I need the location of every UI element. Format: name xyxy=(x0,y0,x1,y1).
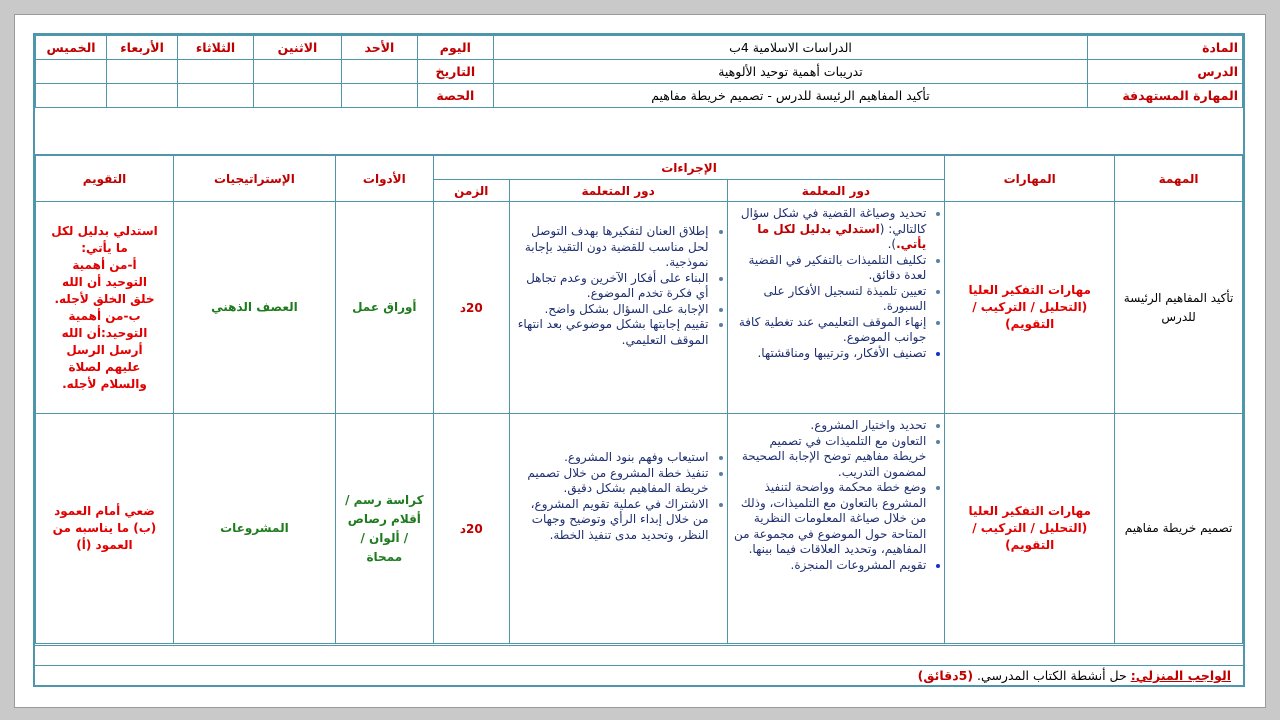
date-label: التاريخ xyxy=(417,60,493,84)
table-row xyxy=(36,414,1243,644)
list-item: • تقييم إجابتها بشكل موضوعي بعد انتهاء الموقف التعليمي. xyxy=(516,317,709,348)
time-cell: 20د xyxy=(433,202,509,414)
student-role-cell xyxy=(509,202,727,414)
list-item: • تحديد واختيار المشروع. xyxy=(734,418,927,434)
header-evaluation: التقويم xyxy=(36,156,174,202)
table-row xyxy=(36,202,1243,414)
header-task: المهمة xyxy=(1115,156,1243,202)
homework-label: الواجب المنزلي: xyxy=(1130,668,1231,683)
list-item: • إطلاق العنان لتفكيرها بهدف التوصل لحل مناسب للقضية دون التقيد بإجابة نموذجية. xyxy=(516,224,709,271)
spacer-row xyxy=(35,645,1243,665)
tools-cell: أوراق عمل xyxy=(335,202,433,414)
header-teacher-role: دور المعلمة xyxy=(727,180,945,202)
list-item: • البناء على أفكار الآخرين وعدم تجاهل أي فكرة تخدم الموضوع. xyxy=(516,271,709,302)
tools-cell: كراسة رسم / أقلام رصاص / ألوان / ممحاة xyxy=(335,414,433,644)
header-procedures: الإجراءات xyxy=(433,156,945,180)
lesson-value: تدريبات أهمية توحيد الألوهية xyxy=(493,60,1087,84)
period-cell xyxy=(341,84,417,108)
header-strategies: الإستراتيجيات xyxy=(173,156,335,202)
header-skills: المهارات xyxy=(945,156,1115,202)
period-label: الحصة xyxy=(417,84,493,108)
evaluation-cell: ضعي أمام العمود (ب) ما يناسبه من العمود (أ) xyxy=(36,414,174,644)
homework-time: (5دقائق) xyxy=(917,668,974,683)
teacher-role-cell xyxy=(727,202,945,414)
header-table xyxy=(35,35,1243,108)
date-cell xyxy=(341,60,417,84)
skills-cell: مهارات التفكير العليا (التحليل / التركيب / التقويم) xyxy=(945,202,1115,414)
page-frame xyxy=(14,14,1266,708)
highlight-text: استدلي بدليل لكل ما يأتي. xyxy=(757,221,927,251)
procedures-table xyxy=(35,155,1243,644)
day-sunday: الأحد xyxy=(341,36,417,60)
teacher-role-cell xyxy=(727,414,945,644)
homework-row xyxy=(35,665,1243,687)
day-wednesday: الأربعاء xyxy=(107,36,178,60)
header-student-role: دور المتعلمة xyxy=(509,180,727,202)
period-cell xyxy=(178,84,254,108)
date-cell xyxy=(107,60,178,84)
list-item: • استيعاب وفهم بنود المشروع. xyxy=(516,450,709,466)
homework-text: حل أنشطة الكتاب المدرسي. xyxy=(977,668,1127,683)
list-item: • تقويم المشروعات المنجزة. xyxy=(734,558,927,574)
list-item: • إنهاء الموقف التعليمي عند تغطية كافة جوانب الموضوع. xyxy=(734,315,927,346)
skills-cell: مهارات التفكير العليا (التحليل / التركيب / التقويم) xyxy=(945,414,1115,644)
list-item: • الاشتراك في عملية تقويم المشروع، من خلال إبداء الرأي وتوضيح وجهات النظر، وتحديد مدى تنفيذ الخطة. xyxy=(516,497,709,544)
list-item: • تكليف التلميذات بالتفكير في القضية لعدة دقائق. xyxy=(734,253,927,284)
lesson-plan-page xyxy=(33,33,1245,687)
day-tuesday: الثلاثاء xyxy=(178,36,254,60)
date-cell xyxy=(178,60,254,84)
subject-value: الدراسات الاسلامية 4ب xyxy=(493,36,1087,60)
list-item: • تحديد وصياغة القضية في شكل سؤال كالتالي: (استدلي بدليل لكل ما يأتي.). xyxy=(734,206,927,253)
period-cell xyxy=(36,84,107,108)
day-label: اليوم xyxy=(417,36,493,60)
student-role-cell xyxy=(509,414,727,644)
lesson-label: الدرس xyxy=(1088,60,1243,84)
header-time: الزمن xyxy=(433,180,509,202)
day-thursday: الخميس xyxy=(36,36,107,60)
list-item: • تصنيف الأفكار، وترتيبها ومناقشتها. xyxy=(734,346,927,362)
list-item: • الإجابة على السؤال بشكل واضح. xyxy=(516,302,709,318)
strategy-cell: المشروعات xyxy=(173,414,335,644)
list-item: • تعيين تلميذة لتسجيل الأفكار على السبورة. xyxy=(734,284,927,315)
date-cell xyxy=(253,60,341,84)
day-monday: الاثنين xyxy=(253,36,341,60)
spacer-row xyxy=(35,131,1243,155)
time-cell: 20د xyxy=(433,414,509,644)
skill-value: تأكيد المفاهيم الرئيسة للدرس - تصميم خريطة مفاهيم xyxy=(493,84,1087,108)
date-cell xyxy=(36,60,107,84)
strategy-cell: العصف الذهني xyxy=(173,202,335,414)
task-cell: تصميم خريطة مفاهيم xyxy=(1115,414,1243,644)
list-item: • تنفيذ خطة المشروع من خلال تصميم خريطة المفاهيم بشكل دقيق. xyxy=(516,466,709,497)
skill-label: المهارة المستهدفة xyxy=(1088,84,1243,108)
period-cell xyxy=(253,84,341,108)
task-cell: تأكيد المفاهيم الرئيسة للدرس xyxy=(1115,202,1243,414)
header-tools: الأدوات xyxy=(335,156,433,202)
list-item: • وضع خطة محكمة وواضحة لتنفيذ المشروع بالتعاون مع التلميذات، وذلك من خلال صياغة المعلومات النظرية المتاحة حول الموضوع في مجموعة من المفاهيم، وتحديد العلاقات فيما بينها. xyxy=(734,480,927,558)
subject-label: المادة xyxy=(1088,36,1243,60)
period-cell xyxy=(107,84,178,108)
evaluation-cell: استدلي بدليل لكل ما يأتي: أ-من أهمية التوحيد أن الله خلق الخلق لأجله. ب-من أهمية التوحيد:أن الله أرسل الرسل عليهم لصلاة والسلام لأجله. xyxy=(36,202,174,414)
list-item: • التعاون مع التلميذات في تصميم خريطة مفاهيم توضح الإجابة الصحيحة لمضمون التدريب. xyxy=(734,434,927,481)
